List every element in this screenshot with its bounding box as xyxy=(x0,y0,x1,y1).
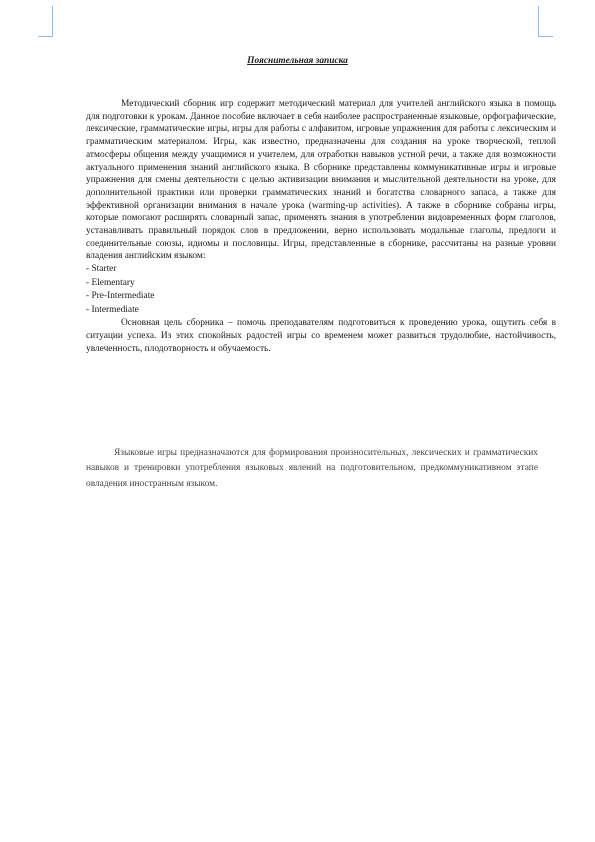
document-body xyxy=(86,98,556,355)
page-corner-mark-top-right xyxy=(538,6,553,37)
levels-list xyxy=(86,263,556,317)
level-item-starter: - Starter xyxy=(86,264,117,275)
page-corner-mark-top-left xyxy=(38,6,53,37)
level-item-intermediate: - Intermediate xyxy=(86,304,139,315)
language-games-paragraph: Языковые игры предназначаются для формирования произносительных, лексических и грамматических навыков и тренировки употребления языковых явлений на подготовительном, предкоммуникативном этапе овладения иностранным языком. xyxy=(86,448,538,489)
level-item-elementary: - Elementary xyxy=(86,277,135,288)
level-item-pre-intermediate: - Pre-Intermediate xyxy=(86,291,155,302)
document-title: Пояснительная записка xyxy=(247,56,348,66)
goal-paragraph: Основная цель сборника – помочь преподавателям подготовиться к проведению урока, ощутить себя в ситуации успеха. Из этих спокойных радостей игры со временем может развиться трудолюбие, настойчивость, увлеченность, плодотворность и обучаемость. xyxy=(86,318,556,354)
intro-paragraph: Методический сборник игр содержит методический материал для учителей английского языка в помощь для подготовки к урокам. Данное пособие включает в себя наиболее распространенные языковые, орфографические, лексические, грамматические игры, игры для работы с алфавитом, игровые упражнения для работы с лексическим и грамматическим материалом. Игры, как известно, предназначены для создания на уроке творческой, теплой атмосферы общения между учащимися и учителем, для отработки навыков устной речи, а также для возможности актуального применения знаний английского языка. В сборнике представлены коммуникативные игры и игровые упражнения для смены деятельности с целью активизации внимания и мыслительной деятельности на уроке, для дополнительной практики или проверки грамматических знаний и богатства словарного запаса, а также для эффективной организации внимания в начале урока (warming-up activities). А также в сборнике собраны игры, которые помогают расширять словарный запас, применять знания в употреблении видовременных форм глаголов, устанавливать правильный порядок слов в предложении, верно использовать модальные глаголы, предлоги и соединительные союзы, идиомы и пословицы. Игры, представленные в сборнике, рассчитаны на разные уровни владения английским языком: xyxy=(86,99,556,262)
language-games-block xyxy=(86,446,538,492)
